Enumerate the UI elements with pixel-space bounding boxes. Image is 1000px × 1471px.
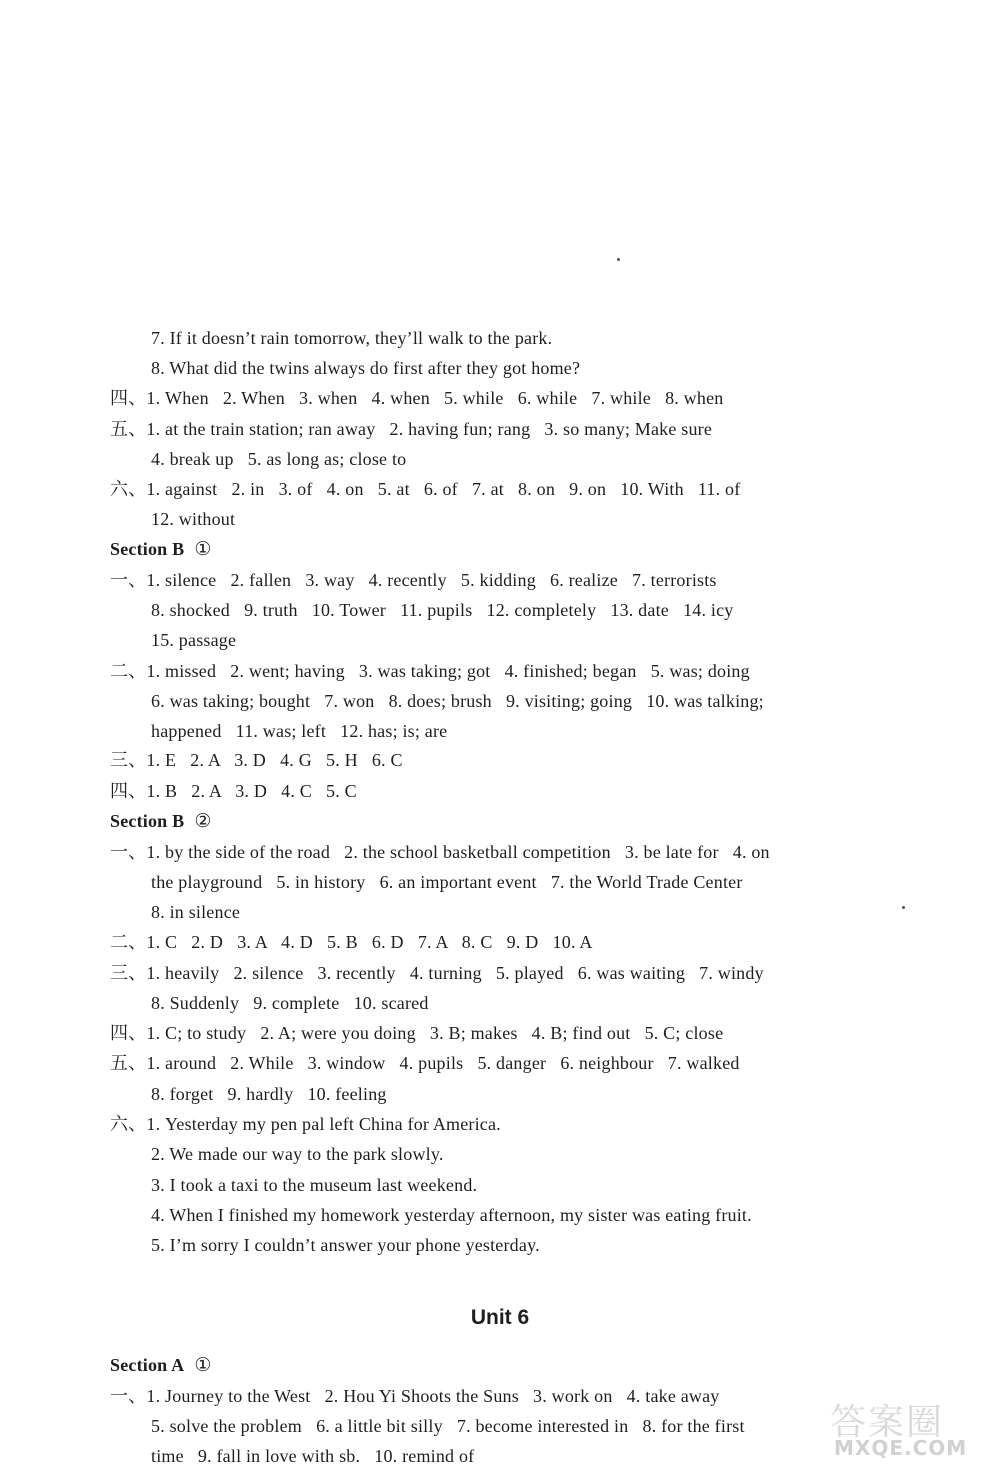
answer-line: 一、1. silence 2. fallen 3. way 4. recently 5. kidding 6. realize 7. terrorists (110, 570, 717, 590)
answer-line: 三、1. heavily 2. silence 3. recently 4. turning 5. played 6. was waiting 7. windy (110, 963, 764, 983)
answer-line: 四、1. B 2. A 3. D 4. C 5. C (110, 781, 357, 801)
answer-line: 5. I’m sorry I couldn’t answer your phone yesterday. (151, 1235, 540, 1255)
section-heading (110, 1354, 212, 1377)
section-heading-number: ① (194, 539, 212, 560)
answer-line: 15. passage (151, 630, 237, 650)
answer-line: time 9. fall in love with sb. 10. remind of (151, 1446, 475, 1466)
watermark-logo (820, 1392, 995, 1467)
answer-line: 7. If it doesn’t rain tomorrow, they’ll walk to the park. (151, 328, 553, 348)
answer-line: 6. was taking; bought 7. won 8. does; brush 9. visiting; going 10. was talking; (151, 691, 764, 711)
speck-mark (617, 258, 620, 261)
answer-line: 8. in silence (151, 902, 241, 922)
section-heading (110, 810, 212, 833)
answer-line: 五、1. at the train station; ran away 2. having fun; rang 3. so many; Make sure (110, 419, 713, 439)
answer-line: 一、1. by the side of the road 2. the school basketball competition 3. be late for 4. on (110, 842, 770, 862)
answer-line: 二、1. missed 2. went; having 3. was taking; got 4. finished; began 5. was; doing (110, 661, 750, 681)
section-heading-label: Section A (110, 1355, 185, 1375)
unit-title: Unit 6 (470, 1306, 530, 1329)
answer-line: 8. What did the twins always do first after they got home? (151, 358, 581, 378)
answer-line: 一、1. Journey to the West 2. Hou Yi Shoots the Suns 3. work on 4. take away (110, 1386, 720, 1406)
section-heading (110, 538, 212, 561)
answer-line: 8. Suddenly 9. complete 10. scared (151, 993, 429, 1013)
answer-line: 4. When I finished my homework yesterday afternoon, my sister was eating fruit. (151, 1205, 752, 1225)
speck-mark (902, 906, 905, 909)
answer-line: 5. solve the problem 6. a little bit silly 7. become interested in 8. for the first (151, 1416, 745, 1436)
answer-line: 四、1. When 2. When 3. when 4. when 5. while 6. while 7. while 8. when (110, 388, 724, 408)
section-heading-number: ② (194, 811, 212, 832)
answer-line: 六、1. Yesterday my pen pal left China for America. (110, 1114, 501, 1134)
section-heading-label: Section B (110, 539, 185, 559)
answer-line: 三、1. E 2. A 3. D 4. G 5. H 6. C (110, 750, 403, 770)
answer-line: 六、1. against 2. in 3. of 4. on 5. at 6. of 7. at 8. on 9. on 10. With 11. of (110, 479, 741, 499)
answer-line: 8. forget 9. hardly 10. feeling (151, 1084, 387, 1104)
answer-line: 12. without (151, 509, 236, 529)
answer-line: 3. I took a taxi to the museum last weekend. (151, 1175, 478, 1195)
answer-line: 4. break up 5. as long as; close to (151, 449, 407, 469)
watermark-text: 答案圈 (830, 1402, 945, 1443)
answer-line: 二、1. C 2. D 3. A 4. D 5. B 6. D 7. A 8. C 9. D 10. A (110, 932, 593, 952)
answer-line: the playground 5. in history 6. an important event 7. the World Trade Center (151, 872, 743, 892)
answer-line: 四、1. C; to study 2. A; were you doing 3. B; makes 4. B; find out 5. C; close (110, 1023, 724, 1043)
section-heading-label: Section B (110, 811, 185, 831)
watermark-url: MXQE.COM (834, 1436, 968, 1460)
answer-line: 2. We made our way to the park slowly. (151, 1144, 444, 1164)
answer-line: 8. shocked 9. truth 10. Tower 11. pupils 12. completely 13. date 14. icy (151, 600, 734, 620)
answer-line: 五、1. around 2. While 3. window 4. pupils 5. danger 6. neighbour 7. walked (110, 1053, 740, 1073)
section-heading-number: ① (194, 1355, 212, 1376)
answer-line: happened 11. was; left 12. has; is; are (151, 721, 448, 741)
